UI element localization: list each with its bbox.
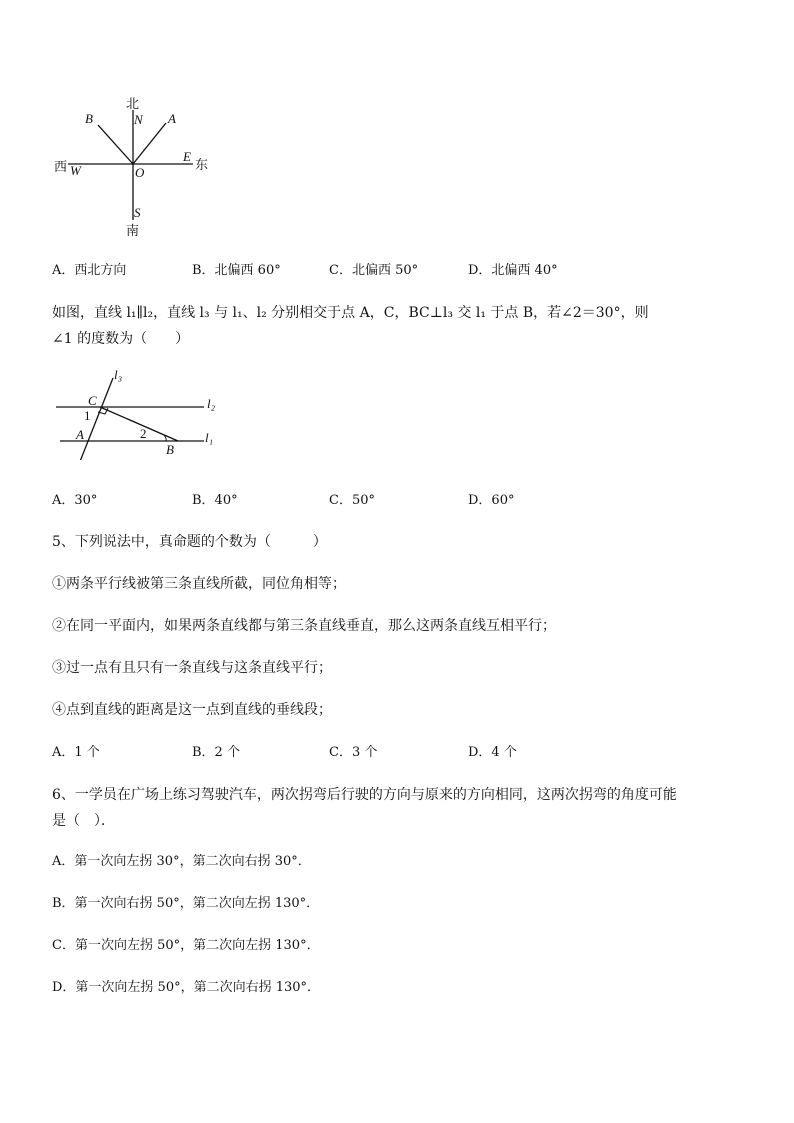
A-label: A	[168, 111, 176, 126]
l2-label: l₂	[207, 396, 216, 411]
O-label: O	[135, 165, 145, 180]
q5-option-c[interactable]: C．3 个	[329, 745, 378, 760]
q5-option-d[interactable]: D．4 个	[468, 745, 517, 760]
q4-option-d[interactable]: D．60°	[468, 493, 515, 508]
q4-figure	[52, 368, 232, 460]
q5-option-a[interactable]: A．1 个	[52, 745, 100, 760]
q5-statement-2: ②在同一平面内，如果两条直线都与第三条直线垂直，那么这两条直线互相平行；	[52, 618, 556, 634]
q6-option-a[interactable]: A．第一次向左拐 30°，第二次向右拐 30°．	[52, 854, 311, 869]
q6-stem-line1: 6、一学员在广场上练习驾驶汽车，两次拐弯后行驶的方向与原来的方向相同，这两次拐弯的角度可能	[52, 787, 677, 803]
q4-option-c[interactable]: C．50°	[329, 493, 375, 508]
N-label: N	[134, 112, 143, 127]
q5-stem: 5、下列说法中，真命题的个数为（ ）	[52, 534, 327, 550]
W-label: W	[70, 163, 81, 178]
q5-statement-4: ④点到直线的距离是这一点到直线的垂线段；	[52, 702, 332, 718]
segment-CB	[100, 407, 178, 441]
q6-option-b[interactable]: B．第一次向右拐 50°，第二次向左拐 130°．	[52, 896, 320, 911]
q3-option-a[interactable]: A．西北方向	[52, 263, 127, 278]
q6-stem-line2: 是（ ）．	[52, 813, 115, 829]
q4-option-a[interactable]: A．30°	[52, 493, 98, 508]
q5-option-b[interactable]: B．2 个	[192, 745, 240, 760]
compass-figure	[48, 92, 218, 242]
B-label: B	[166, 442, 174, 457]
q5-statement-3: ③过一点有且只有一条直线与这条直线平行；	[52, 660, 332, 676]
ray-OA	[133, 123, 166, 164]
west-label: 西	[54, 159, 68, 174]
q6-option-c[interactable]: C．第一次向左拐 50°，第二次向左拐 130°．	[52, 938, 320, 953]
angle-1-label: 1	[84, 408, 91, 423]
B-label: B	[85, 111, 93, 126]
l3-label: l₃	[114, 368, 123, 382]
q4-stem-line1: 如图，直线 l₁∥l₂，直线 l₃ 与 l₁、l₂ 分别相交于点 A，C，BC⊥l₃ 交 l₁ 于点 B，若∠2＝30°，则	[52, 305, 649, 321]
q6-option-d[interactable]: D．第一次向左拐 50°，第二次向右拐 130°．	[52, 980, 321, 995]
q4-option-b[interactable]: B．40°	[192, 493, 238, 508]
south-label: 南	[126, 223, 140, 238]
east-label: 东	[195, 157, 209, 172]
q3-option-b[interactable]: B．北偏西 60°	[192, 263, 281, 278]
north-label: 北	[126, 96, 140, 111]
q3-option-d[interactable]: D．北偏西 40°	[468, 263, 558, 278]
E-label: E	[183, 149, 191, 164]
q5-statement-1: ①两条平行线被第三条直线所截，同位角相等；	[52, 576, 346, 592]
S-label: S	[134, 205, 141, 220]
ray-OB	[98, 125, 133, 164]
angle-2-label: 2	[140, 426, 147, 441]
l1-label: l₁	[205, 430, 214, 445]
q3-option-c[interactable]: C．北偏西 50°	[329, 263, 419, 278]
C-label: C	[88, 393, 97, 408]
A-label: A	[76, 427, 84, 442]
q4-stem-line2: ∠1 的度数为（ ）	[52, 331, 190, 347]
